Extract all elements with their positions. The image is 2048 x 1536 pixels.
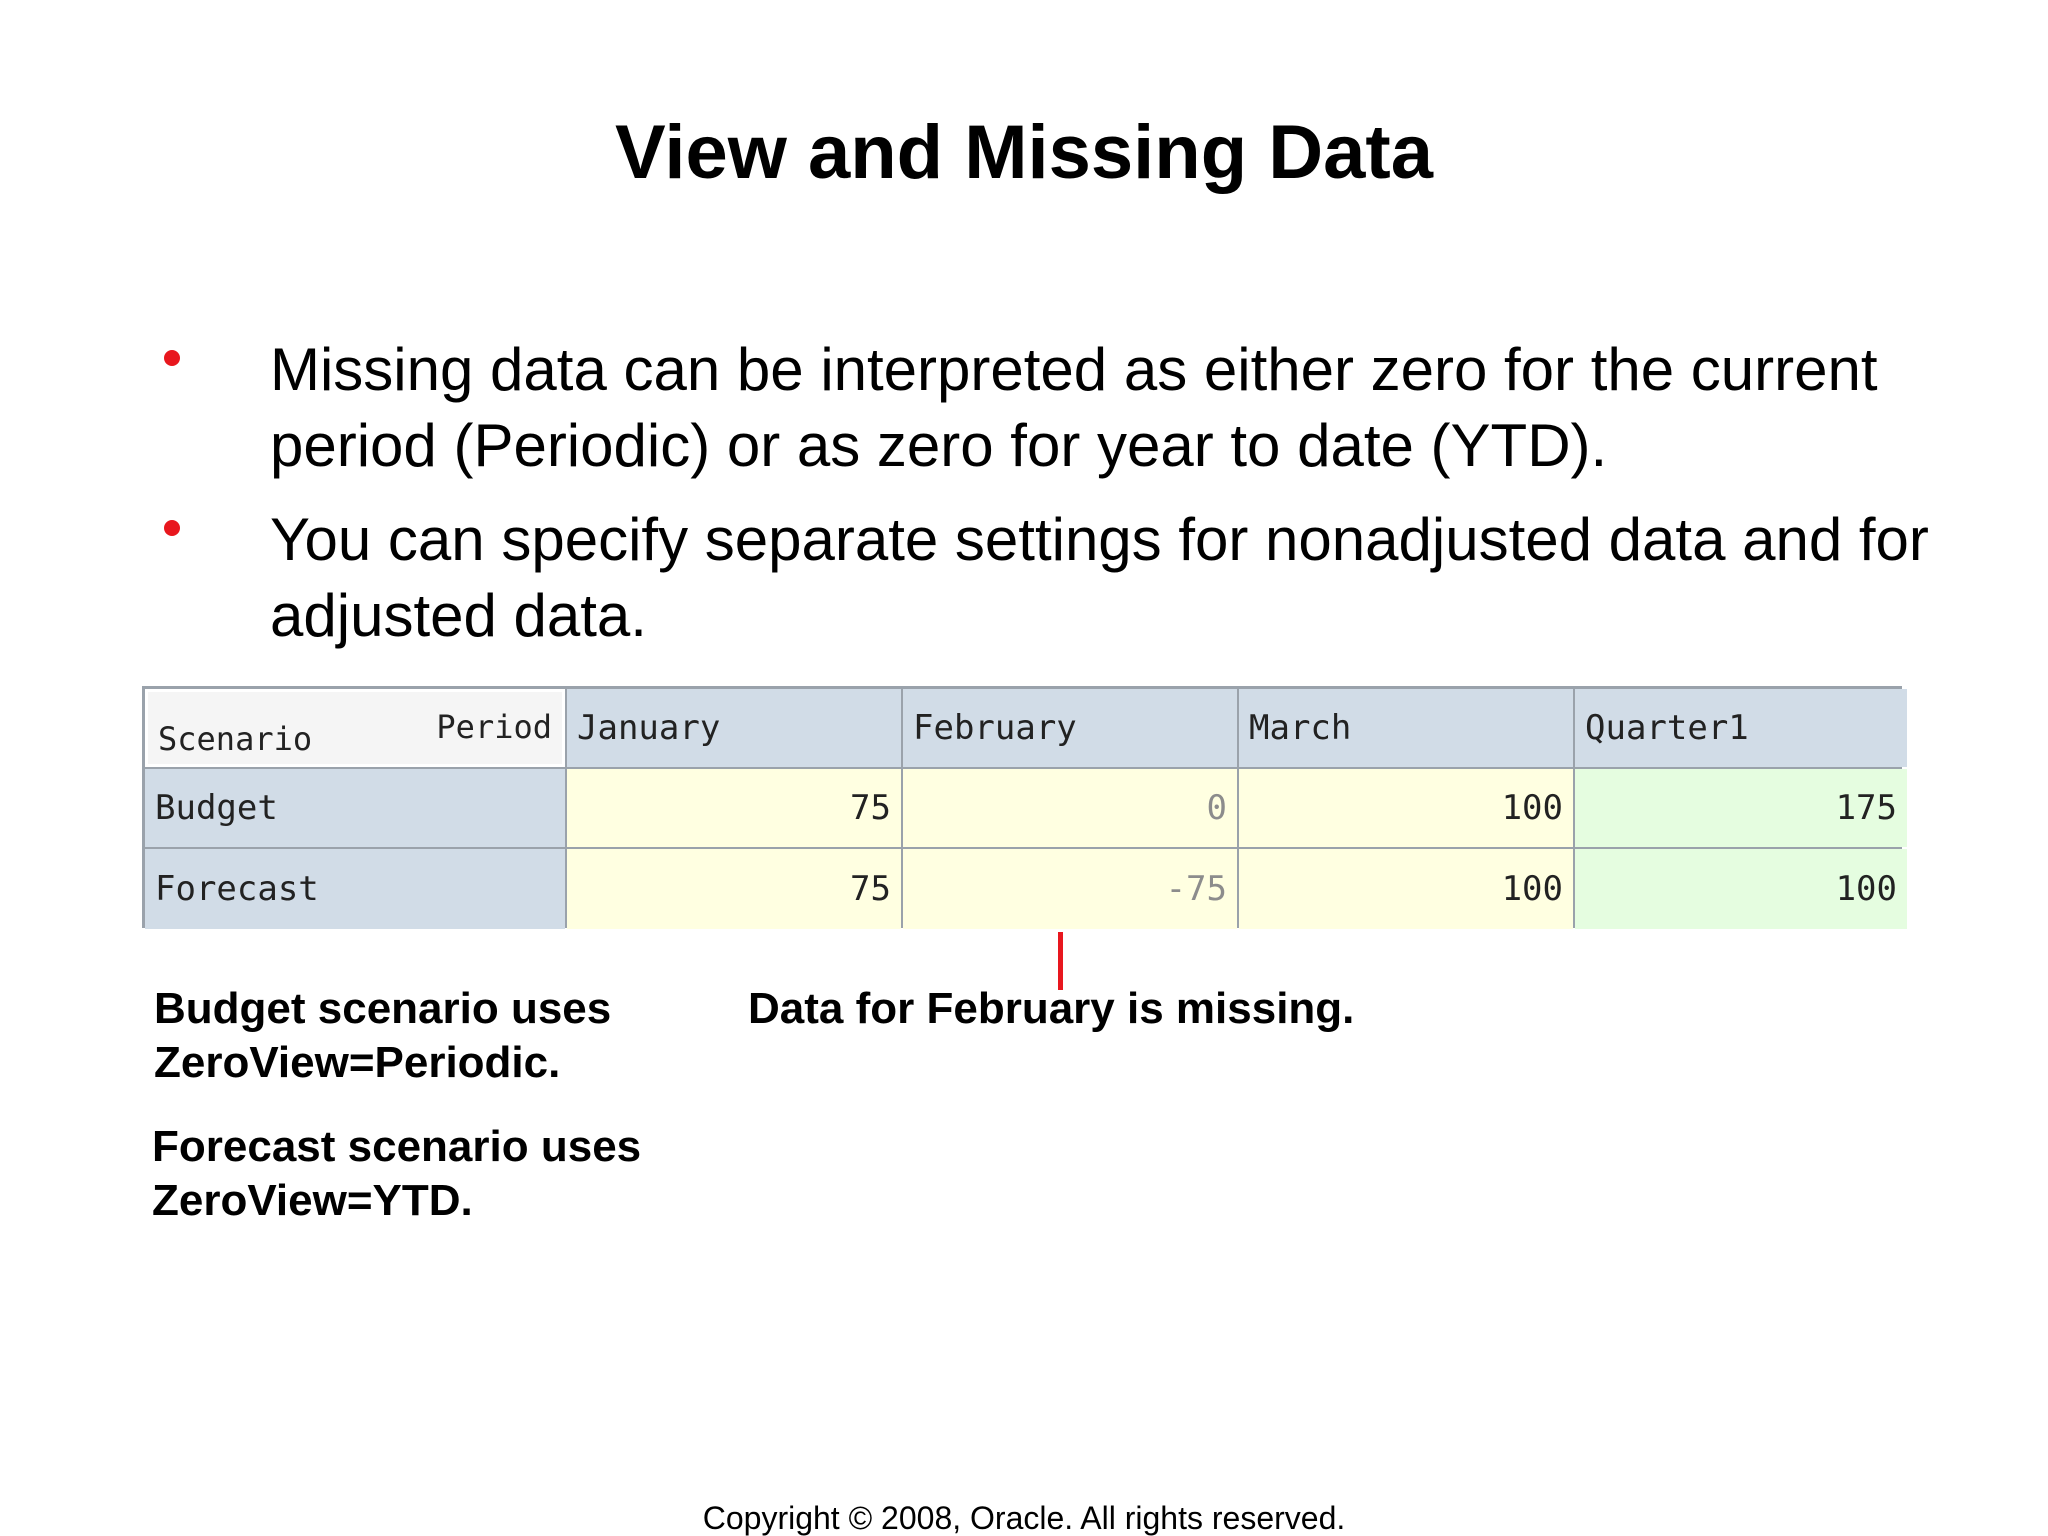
cell-budget-march[interactable]: 100 <box>1239 769 1573 847</box>
bullet-dot-icon <box>164 350 180 366</box>
row-header-budget[interactable]: Budget <box>145 769 565 847</box>
column-header-january[interactable]: January <box>567 689 901 767</box>
column-header-february[interactable]: February <box>903 689 1237 767</box>
cell-budget-january[interactable]: 75 <box>567 769 901 847</box>
row-dimension-label: Scenario <box>158 720 313 758</box>
bullet-text: You can specify separate settings for nonadjusted data and for adjusted data. <box>270 506 1929 649</box>
bullet-dot-icon <box>164 520 180 536</box>
column-dimension-label: Period <box>436 708 552 746</box>
cell-forecast-february[interactable]: -75 <box>903 849 1237 929</box>
february-note: Data for February is missing. <box>748 984 1355 1033</box>
bullet-list <box>160 332 1940 672</box>
grid-corner-header <box>145 689 565 767</box>
cell-forecast-quarter1[interactable]: 100 <box>1575 849 1907 929</box>
bullet-item <box>160 502 1940 654</box>
bullet-text: Missing data can be interpreted as either zero for the current period (Periodic) or as zero for year to date (YTD). <box>270 336 1878 479</box>
data-grid <box>142 686 1902 928</box>
column-header-march[interactable]: March <box>1239 689 1573 767</box>
cell-budget-quarter1[interactable]: 175 <box>1575 769 1907 847</box>
forecast-note: Forecast scenario uses ZeroView=YTD. <box>152 1122 642 1225</box>
slide-title: View and Missing Data <box>615 110 1433 195</box>
cell-budget-february[interactable]: 0 <box>903 769 1237 847</box>
copyright-footer: Copyright © 2008, Oracle. All rights reserved. <box>702 1500 1346 1536</box>
bullet-item <box>160 332 1940 484</box>
row-header-forecast[interactable]: Forecast <box>145 849 565 929</box>
cell-forecast-january[interactable]: 75 <box>567 849 901 929</box>
budget-note: Budget scenario uses ZeroView=Periodic. <box>154 984 612 1087</box>
column-header-quarter1[interactable]: Quarter1 <box>1575 689 1907 767</box>
cell-forecast-march[interactable]: 100 <box>1239 849 1573 929</box>
